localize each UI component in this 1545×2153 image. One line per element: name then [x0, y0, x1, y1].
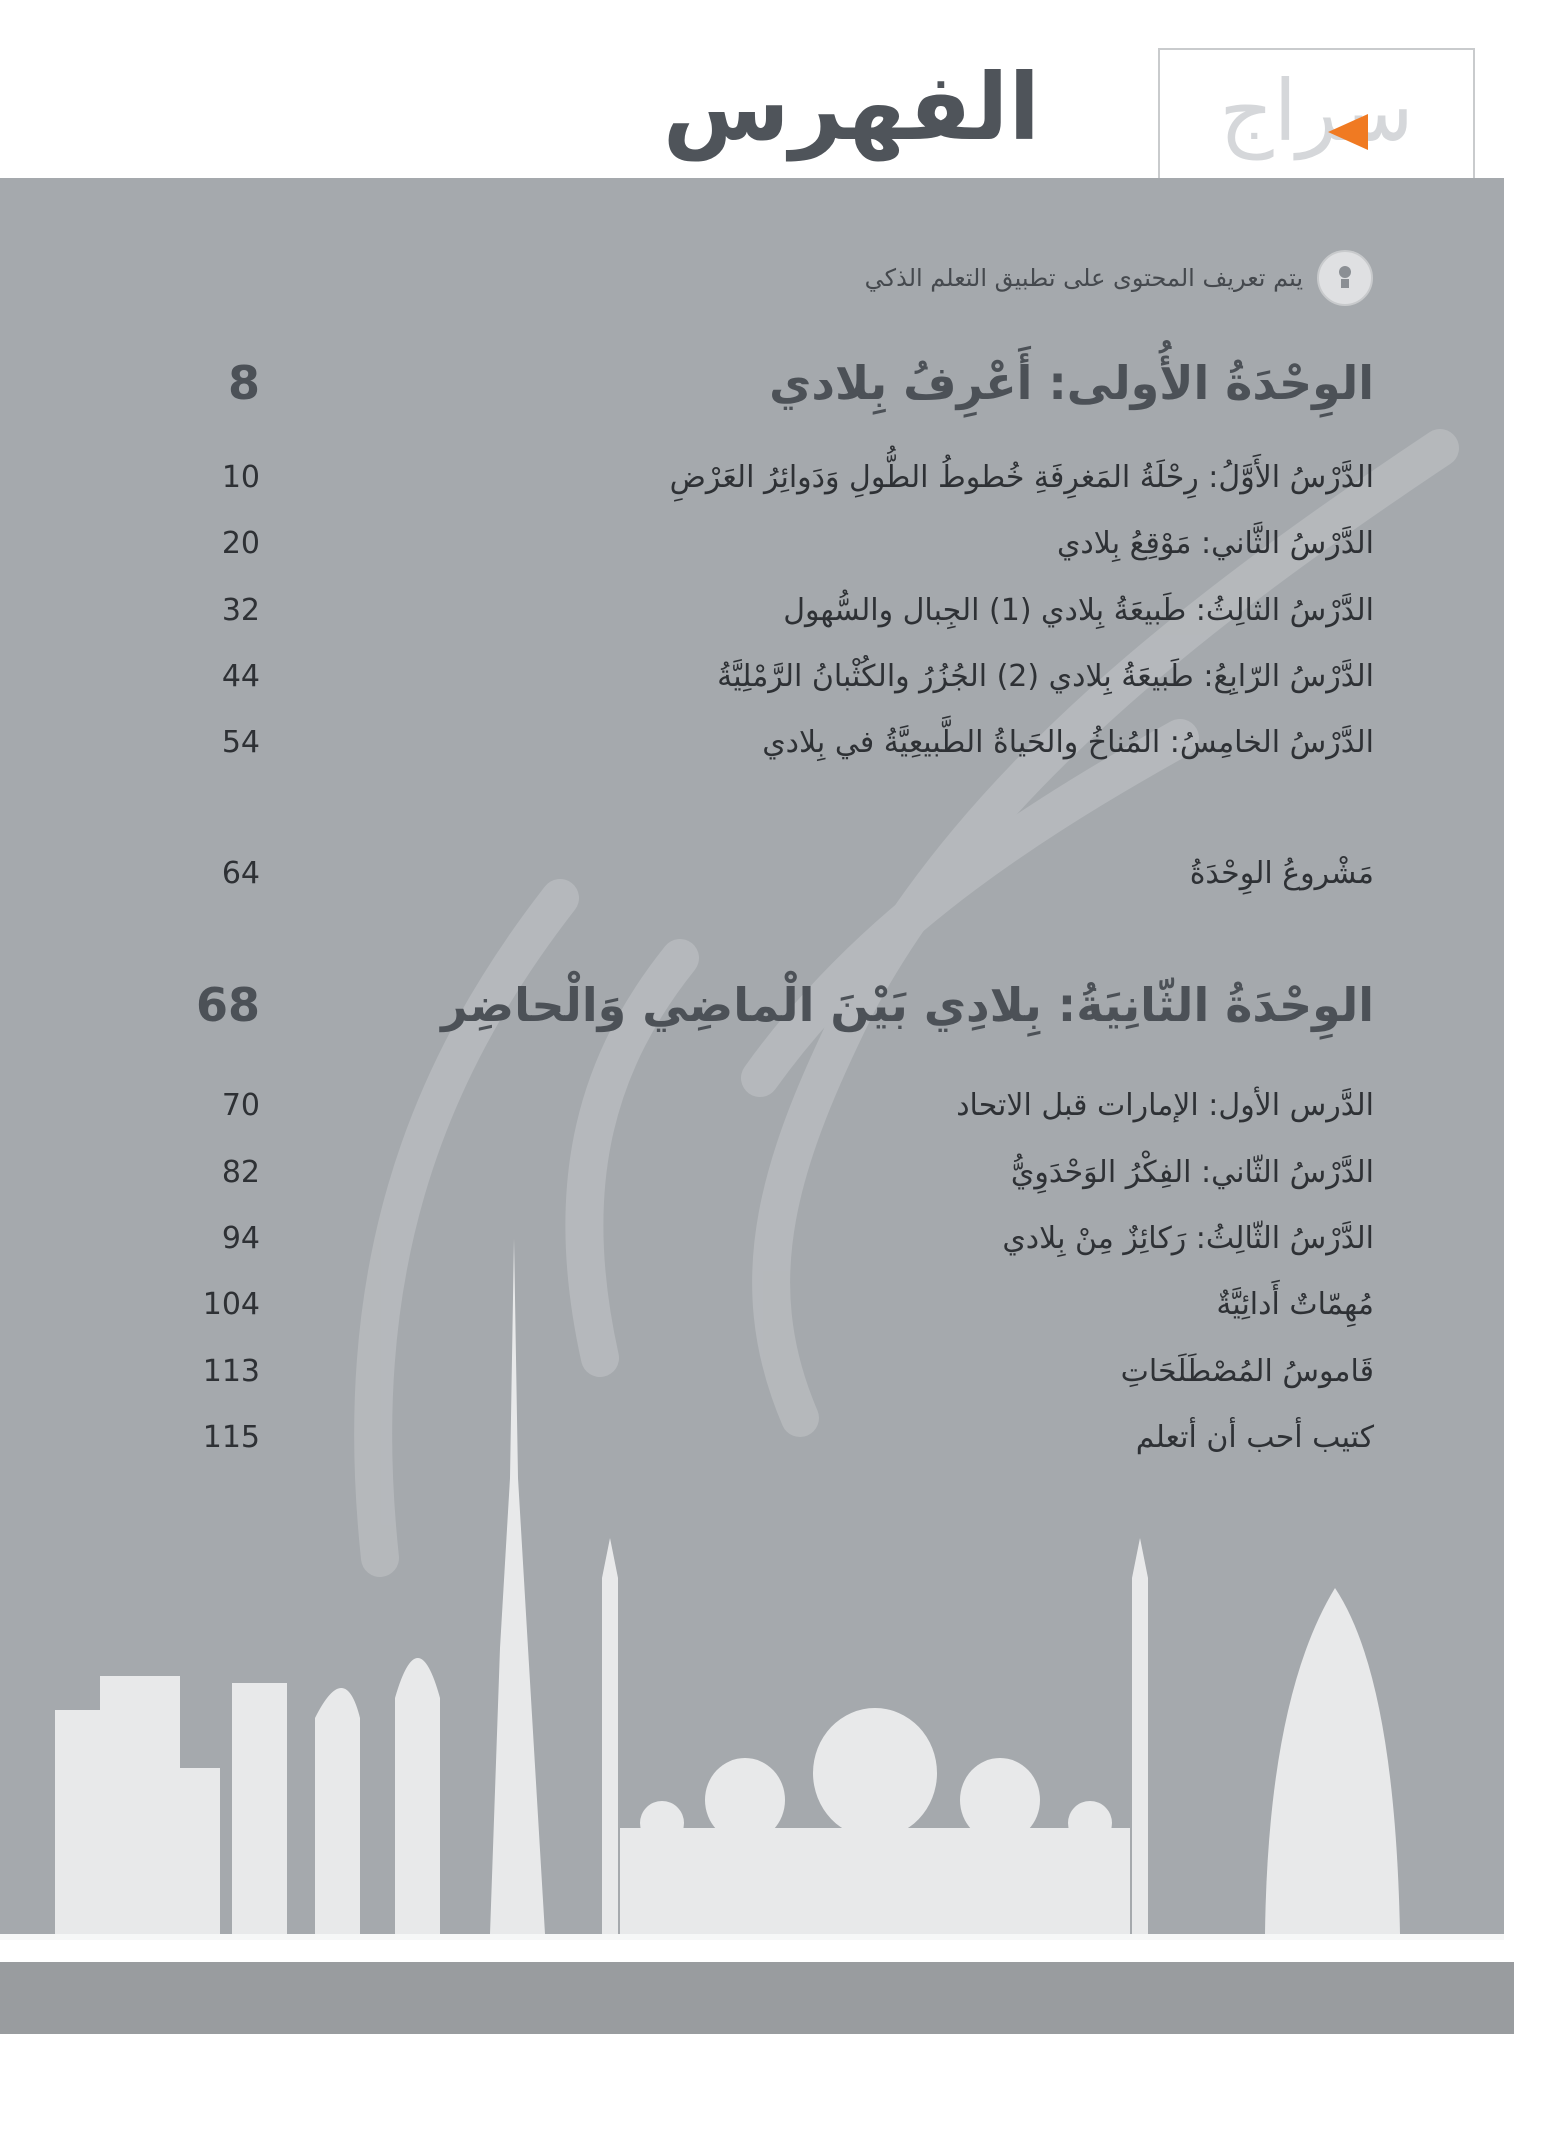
toc-row-glossary[interactable]: [180, 1346, 1374, 1396]
toc-row-u1-lesson4[interactable]: [180, 651, 1374, 701]
toc-row-u2-lesson2[interactable]: [180, 1147, 1374, 1197]
toc-label: الدَّرْسُ الثالِثُ: طَبيعَةُ بِلادي (1) الجِبال والسُّهول: [783, 592, 1374, 628]
toc-label: مَشْروعُ الوِحْدَةُ: [1189, 855, 1374, 891]
toc-row-u1-lesson5[interactable]: [180, 717, 1374, 767]
toc-row-booklet[interactable]: [180, 1412, 1374, 1462]
toc-page-number: 64: [221, 855, 260, 891]
toc-label: الدَّرْسُ الرّابِعُ: طَبيعَةُ بِلادي (2) الجُزُرُ والكُثْبانُ الرَّمْلِيَّةُ: [717, 658, 1374, 694]
toc-page-number: 70: [221, 1087, 260, 1123]
toc-row-performance-tasks[interactable]: [180, 1279, 1374, 1329]
toc-label: الدَّرْسُ الأَوَّلُ: رِحْلَةُ المَغرِفَةِ خُطوطُ الطُّولِ وَدَوائِرُ العَرْضِ: [669, 459, 1374, 495]
unit1-title: الوِحْدَةُ الأُولى: أَعْرِفُ بِلادي: [769, 356, 1374, 410]
toc-row-u1-lesson2[interactable]: [180, 518, 1374, 568]
unit2-page: 68: [195, 978, 260, 1032]
toc-label: الدَّرْسُ الثّاني: الفِكْرُ الوَحْدَوِيُّ: [1010, 1154, 1374, 1190]
toc-page-number: 44: [221, 658, 260, 694]
toc-page-number: 104: [202, 1286, 260, 1322]
toc-page-number: 94: [221, 1220, 260, 1256]
unit1-heading[interactable]: [180, 348, 1374, 418]
skyline-illustration: [0, 178, 1504, 1940]
toc-row-u1-lesson1[interactable]: [180, 452, 1374, 502]
unit2-heading[interactable]: [180, 970, 1374, 1040]
toc-page-number: 54: [221, 724, 260, 760]
toc-page-number: 20: [221, 525, 260, 561]
page-title: الفهرس: [662, 54, 1040, 161]
toc-row-u2-lesson1[interactable]: [180, 1080, 1374, 1130]
logo-wordmark: سراج: [1219, 62, 1414, 160]
smart-learning-icon: [1317, 250, 1373, 306]
toc-page-number: 115: [202, 1419, 260, 1455]
toc-label: قَاموسُ المُصْطَلَحَاتِ: [1120, 1353, 1374, 1389]
toc-page-number: 10: [221, 459, 260, 495]
toc-page-number: 113: [202, 1353, 260, 1389]
toc-label: الدَّرْسُ الثَّاني: مَوْقِعُ بِلادي: [1056, 525, 1374, 561]
toc-page-number: 82: [221, 1154, 260, 1190]
notice-text: يتم تعريف المحتوى على تطبيق التعلم الذكي: [864, 264, 1303, 292]
toc-label: مُهِمّاتٌ أَدائِيَّةٌ: [1216, 1286, 1374, 1322]
toc-label: الدَّرْسُ الخامِسُ: المُناخُ والحَياةُ الطَّبيعِيَّةُ في بِلادي: [762, 724, 1374, 760]
play-triangle-icon: [1328, 114, 1368, 150]
toc-label: الدَّرس الأول: الإمارات قبل الاتحاد: [956, 1087, 1374, 1123]
toc-row-u1-lesson3[interactable]: [180, 585, 1374, 635]
toc-panel: [0, 178, 1504, 1940]
footer-band: [0, 1962, 1514, 2034]
toc-label: كتيب أحب أن أتعلم: [1135, 1419, 1374, 1455]
toc-label: الدَّرْسُ الثّالِثُ: رَكائِزٌ مِنْ بِلادي: [1002, 1220, 1374, 1256]
smart-app-notice: [865, 258, 1373, 298]
unit1-page: 8: [227, 356, 260, 410]
toc-row-u2-lesson3[interactable]: [180, 1213, 1374, 1263]
buildings-icon: [55, 1238, 1400, 1934]
unit2-title: الوِحْدَةُ الثّانِيَةُ: بِلادِي بَيْنَ الْماضِي وَالْحاضِر: [441, 978, 1374, 1032]
toc-page-number: 32: [221, 592, 260, 628]
toc-row-u1-project[interactable]: [180, 848, 1374, 898]
